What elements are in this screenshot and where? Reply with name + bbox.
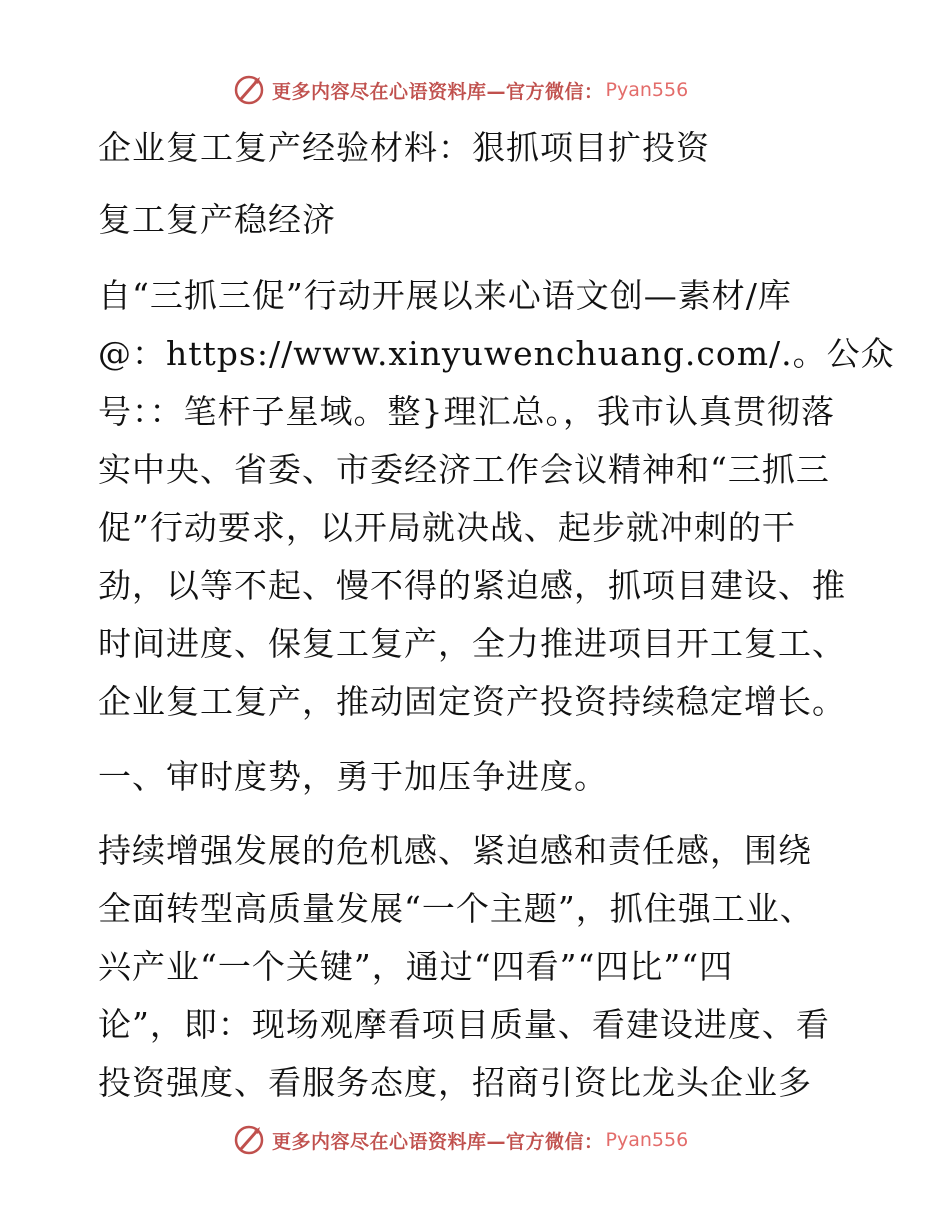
banner-contact: Pyan556 — [605, 79, 689, 101]
body-line: 论”，即：现场观摩看项目质量、看建设进度、看 — [98, 1005, 830, 1044]
logo-icon — [232, 73, 266, 107]
body-line: 时间进度、保复工复产，全力推进项目开工复工、 — [98, 624, 846, 663]
body-line: 劲，以等不起、慢不得的紧迫感，抓项目建设、推 — [98, 566, 846, 605]
subtitle: 复工复产稳经济 — [98, 200, 336, 239]
body-line: 促”行动要求，以开局就决战、起步就冲刺的干 — [98, 508, 796, 547]
body-line: 实中央、省委、市委经济工作会议精神和“三抓三 — [98, 450, 830, 489]
body-line: 企业复工复产，推动固定资产投资持续稳定增长。 — [98, 682, 846, 721]
banner-text: 更多内容尽在心语资料库—官方微信： — [272, 80, 604, 103]
body-line: 全面转型高质量发展“一个主题”，抓住强工业、 — [98, 889, 814, 928]
body-line: 自“三抓三促”行动开展以来心语文创—素材/库 — [98, 276, 792, 315]
header-banner — [232, 72, 688, 108]
logo-icon — [232, 1123, 266, 1157]
footer-banner — [232, 1122, 688, 1158]
body-line: 持续增强发展的危机感、紧迫感和责任感，围绕 — [98, 831, 812, 870]
banner-contact: Pyan556 — [605, 1129, 689, 1151]
section-heading: 一、审时度势，勇于加压争进度。 — [98, 757, 608, 796]
banner-text: 更多内容尽在心语资料库—官方微信： — [272, 1130, 604, 1153]
body-line: 号：：笔杆子星域。整}理汇总。，我市认真贯彻落 — [98, 392, 835, 431]
document-title: 企业复工复产经验材料：狠抓项目扩投资 — [98, 128, 710, 167]
body-line: 兴产业“一个关键”，通过“四看”“四比”“四 — [98, 947, 734, 986]
body-line: @：https://www.xinyuwenchuang.com/.。公众 — [98, 334, 895, 373]
body-line: 投资强度、看服务态度，招商引资比龙头企业多 — [98, 1063, 812, 1102]
